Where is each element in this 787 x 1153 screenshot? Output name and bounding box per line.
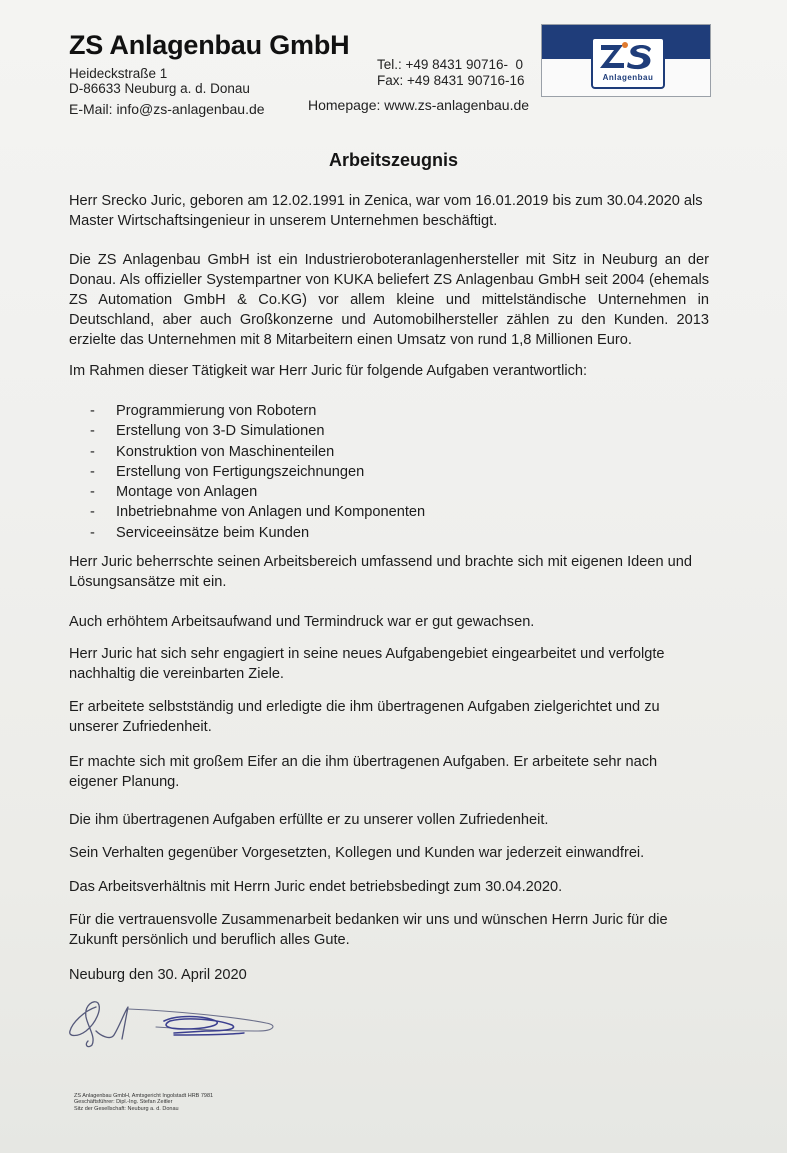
- paragraph-company: Die ZS Anlagenbau GmbH ist ein Industrieroboteranlagenhersteller mit Sitz in Neuburg an der Donau. Als offizieller Systempartner von KUKA beliefert ZS Anlagenbau GmbH seit 2004 (ehemals ZS Automation GmbH & Co.KG) vor allem kleine und mittelständische Unternehmen in Deutschland, aber auch Großkonzerne und Automobilhersteller zählen zu den Kunden. 2013 erzielte das Unternehmen mit 8 Mitarbeitern einen Umsatz von rund 1,8 Millionen Euro.: [69, 252, 709, 348]
- paragraph-tasks-intro: Im Rahmen dieser Tätigkeit war Herr Juric für folgende Aufgaben verantwortlich:: [69, 363, 588, 379]
- paragraph-6: Die ihm übertragenen Aufgaben erfüllte er zu unserer vollen Zufriedenheit.: [69, 812, 549, 828]
- logo-dot-icon: [622, 42, 628, 48]
- paragraph-2: Auch erhöhtem Arbeitsaufwand und Termindruck war er gut gewachsen.: [69, 614, 535, 630]
- paragraph-5: Er machte sich mit großem Eifer an die ihm übertragenen Aufgaben. Er arbeitete sehr nach eigener Planung.: [69, 754, 658, 790]
- paragraph-3: Herr Juric hat sich sehr engagiert in seine neues Aufgabengebiet eingearbeitet und verfolgte nachhaltig die vereinbarten Ziele.: [69, 646, 665, 682]
- company-street: Heideckstraße 1: [69, 66, 168, 81]
- company-homepage: Homepage: www.zs-anlagenbau.de: [308, 97, 530, 113]
- paragraph-8: Das Arbeitsverhältnis mit Herrn Juric endet betriebsbedingt zum 30.04.2020.: [69, 879, 563, 895]
- bullet-dash: -: [90, 423, 95, 440]
- bullet-dash: -: [90, 403, 95, 419]
- task-text: Inbetriebnahme von Anlagen und Komponenten: [116, 504, 426, 521]
- bullet-dash: -: [90, 463, 95, 480]
- bullet-dash: -: [90, 504, 95, 521]
- paragraph-9: Für die vertrauensvolle Zusammenarbeit bedanken wir uns und wünschen Herrn Juric für die Zukunft persönlich und beruflich alles Gute.: [69, 912, 668, 948]
- place-date: Neuburg den 30. April 2020: [69, 967, 247, 983]
- task-text: Erstellung von 3-D Simulationen: [116, 423, 325, 440]
- paragraph-intro: Herr Srecko Juric, geboren am 12.02.1991 in Zenica, war vom 16.01.2019 bis zum 30.04.2020 als Master Wirtschaftsingenieur in unserem Unternehmen beschäftigt.: [69, 193, 703, 229]
- logo-badge: [591, 37, 665, 89]
- bullet-dash: -: [90, 524, 95, 541]
- logo-subtitle: Anlagenbau: [602, 73, 654, 82]
- footer-line: Geschäftsführer: Dipl.-Ing. Stefan Zeitler: [74, 1099, 173, 1106]
- task-text: Erstellung von Fertigungszeichnungen: [116, 463, 365, 480]
- task-text: Programmierung von Robotern: [116, 403, 317, 419]
- document-title: Arbeitszeugnis: [328, 150, 459, 170]
- company-name: ZS Anlagenbau GmbH: [69, 30, 350, 60]
- company-email: E-Mail: info@zs-anlagenbau.de: [69, 101, 265, 117]
- paragraph-7: Sein Verhalten gegenüber Vorgesetzten, Kollegen und Kunden war jederzeit einwandfrei.: [69, 845, 645, 861]
- footer-legal: [74, 1093, 213, 1112]
- signature: [66, 995, 306, 1055]
- paragraph-1: Herr Juric beherrschte seinen Arbeitsbereich umfassend und brachte sich mit eigenen Ideen und Lösungsansätze mit ein.: [69, 554, 693, 590]
- task-text: Konstruktion von Maschinenteilen: [116, 443, 335, 460]
- task-text: Montage von Anlagen: [116, 484, 258, 501]
- company-phone: Tel.: +49 8431 90716- 0: [377, 57, 523, 72]
- signature-icon: [66, 995, 306, 1050]
- bullet-dash: -: [90, 484, 95, 501]
- paragraph-4: Er arbeitete selbstständig und erledigte die ihm übertragenen Aufgaben zielgerichtet und zu unserer Zufriedenheit.: [69, 699, 660, 735]
- bullet-dash: -: [90, 443, 95, 460]
- footer-line: Sitz der Gesellschaft: Neuburg a. d. Donau: [74, 1105, 179, 1112]
- company-fax: Fax: +49 8431 90716-16: [377, 73, 525, 88]
- task-text: Serviceeinsätze beim Kunden: [116, 524, 310, 541]
- company-city: D-86633 Neuburg a. d. Donau: [69, 81, 250, 96]
- company-logo: [541, 24, 711, 97]
- footer-line: ZS Anlagenbau GmbH, Amtsgericht Ingolstadt HRB 7981: [74, 1093, 214, 1099]
